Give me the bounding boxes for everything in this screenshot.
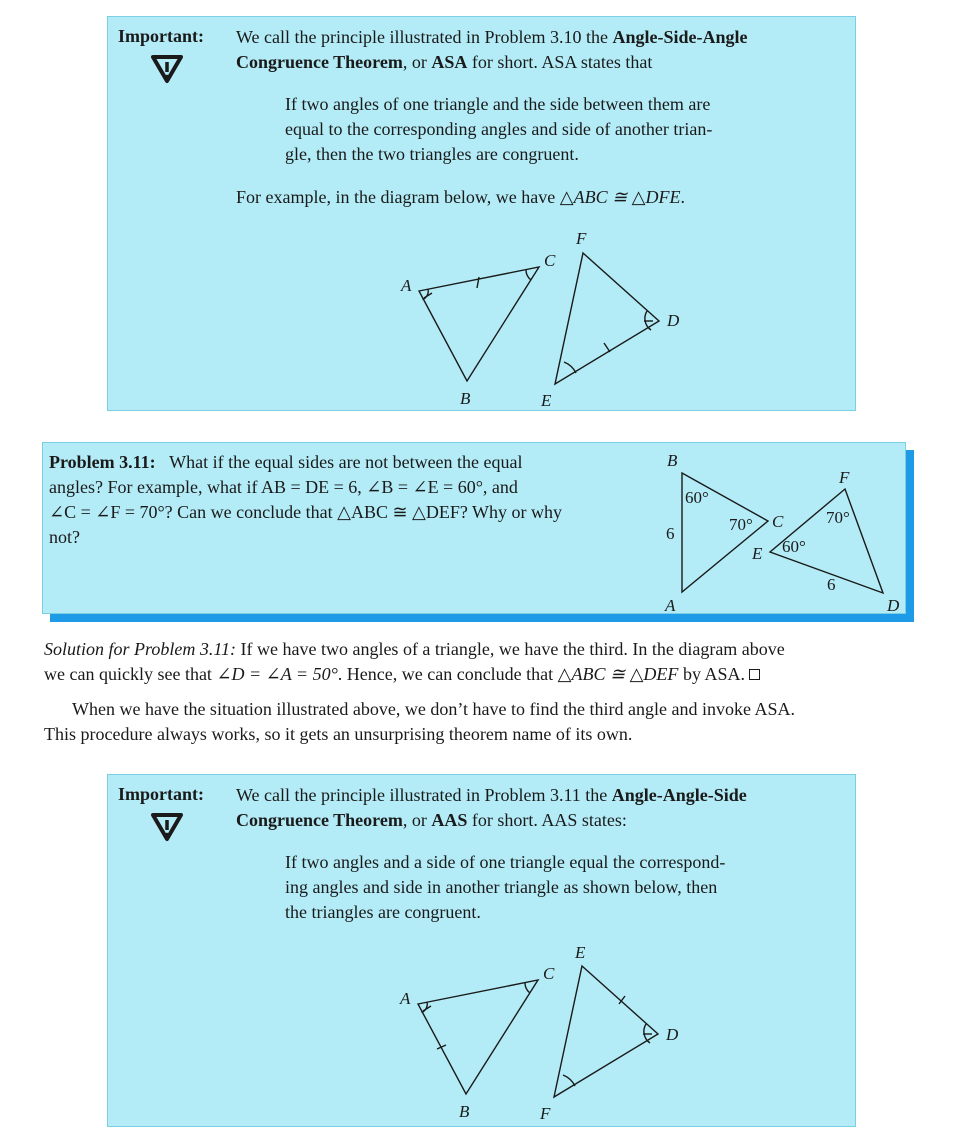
label-a: A (665, 596, 676, 615)
triangle-edf (539, 943, 679, 1123)
aas-term: Angle-Angle-Side (611, 785, 747, 805)
problem-label: Problem 3.11: (49, 452, 156, 472)
angle-f-value: 70° (826, 508, 850, 527)
aas-statement-line: the triangles are congruent. (285, 902, 481, 922)
problem-line: What if the equal sides are not between the equal (169, 452, 523, 472)
asa-intro (236, 25, 851, 75)
label-f: F (576, 229, 587, 248)
solution-text (44, 637, 924, 687)
solution-math: ∠D = ∠A = 50° (216, 664, 338, 684)
label-f: F (540, 1104, 551, 1123)
aas-intro-mid: , or (402, 810, 432, 830)
asa-intro-post: for short. ASA states that (467, 52, 653, 72)
triangle-abc (399, 964, 555, 1121)
problem-box (42, 442, 906, 614)
warning-triangle-icon (148, 51, 186, 85)
qed-square-icon (749, 669, 760, 680)
problem-text (49, 450, 645, 550)
aas-diagram (381, 941, 701, 1128)
important-asa-box (107, 16, 856, 411)
solution-line: we can quickly see that (44, 664, 217, 684)
important-label: Important: (118, 784, 204, 804)
side-tick-ed (604, 343, 610, 352)
label-c: C (543, 964, 555, 983)
angle-mark-f (563, 1075, 575, 1086)
label-d: D (887, 596, 900, 615)
label-a: A (401, 276, 412, 295)
label-e: E (752, 544, 763, 563)
asa-statement-line: equal to the corresponding angles and side of another trian- (285, 119, 713, 139)
paragraph-line: This procedure always works, so it gets an unsurprising theorem name of its own. (44, 724, 633, 744)
label-b: B (460, 389, 471, 408)
warning-triangle-icon (148, 809, 186, 843)
congruence-theorem-term: Congruence Theorem (236, 810, 403, 830)
asa-example-text: For example, in the diagram below, we have (236, 187, 560, 207)
label-c: C (544, 251, 556, 270)
angle-mark-e (564, 362, 576, 373)
problem-diagram (651, 443, 907, 615)
side-ab-value: 6 (666, 524, 675, 543)
important-aas-box (107, 774, 856, 1127)
asa-example-post: . (680, 187, 685, 207)
aas-intro-text: We call the principle illustrated in Problem 3.11 the (236, 785, 612, 805)
label-a: A (400, 989, 411, 1008)
solution-label: Solution for Problem 3.11: (44, 639, 236, 659)
angle-e-value: 60° (782, 537, 806, 556)
congruence-theorem-term: Congruence Theorem (236, 52, 403, 72)
aas-abbrev: AAS (431, 810, 468, 830)
asa-diagram (381, 226, 701, 411)
asa-term: Angle-Side-Angle (612, 27, 748, 47)
asa-intro-mid: , or (402, 52, 432, 72)
asa-abbrev: ASA (431, 52, 468, 72)
explanation-paragraph (44, 697, 934, 747)
aas-intro-post: for short. AAS states: (467, 810, 627, 830)
angle-mark-c (526, 270, 531, 281)
aas-statement (285, 850, 825, 925)
paragraph-line: When we have the situation illustrated above, we don’t have to find the third angle and invoke ASA. (72, 699, 795, 719)
label-e: E (541, 391, 552, 410)
label-d: D (667, 311, 680, 330)
aas-statement-line: ing angles and side in another triangle as shown below, then (285, 877, 718, 897)
aas-intro (236, 783, 851, 833)
side-ed-value: 6 (827, 575, 836, 594)
asa-example-math: △ABC ≅ △DFE (559, 187, 681, 207)
label-d: D (666, 1025, 679, 1044)
solution-math: △ABC ≅ △DEF (557, 664, 679, 684)
solution-line: If we have two angles of a triangle, we have the third. In the diagram above (236, 639, 785, 659)
angle-c-value: 70° (729, 515, 753, 534)
label-c: C (772, 512, 784, 531)
label-e: E (575, 943, 586, 962)
label-f: F (839, 468, 850, 487)
asa-statement-line: If two angles of one triangle and the side between them are (285, 94, 711, 114)
asa-statement (285, 92, 825, 167)
asa-intro-text: We call the principle illustrated in Problem 3.10 the (236, 27, 613, 47)
label-b: B (667, 451, 678, 470)
asa-statement-line: gle, then the two triangles are congruent. (285, 144, 579, 164)
problem-line: not? (49, 527, 80, 547)
triangle-fed (751, 468, 900, 615)
label-b: B (459, 1102, 470, 1121)
solution-line: . Hence, we can conclude that (337, 664, 558, 684)
aas-statement-line: If two angles and a side of one triangle equal the correspond- (285, 852, 726, 872)
problem-line: angles? For example, what if AB = DE = 6, ∠B = ∠E = 60°, and (49, 477, 518, 497)
solution-line: by ASA. (678, 664, 745, 684)
angle-mark-c (525, 983, 530, 994)
triangle-abc (400, 251, 556, 408)
asa-example (236, 185, 836, 210)
triangle-bac (664, 451, 784, 615)
angle-b-value: 60° (685, 488, 709, 507)
triangle-dfe (540, 229, 680, 410)
problem-line: ∠C = ∠F = 70°? Can we conclude that △ABC ≅ △DEF? Why or why (49, 502, 563, 522)
important-label: Important: (118, 26, 204, 46)
